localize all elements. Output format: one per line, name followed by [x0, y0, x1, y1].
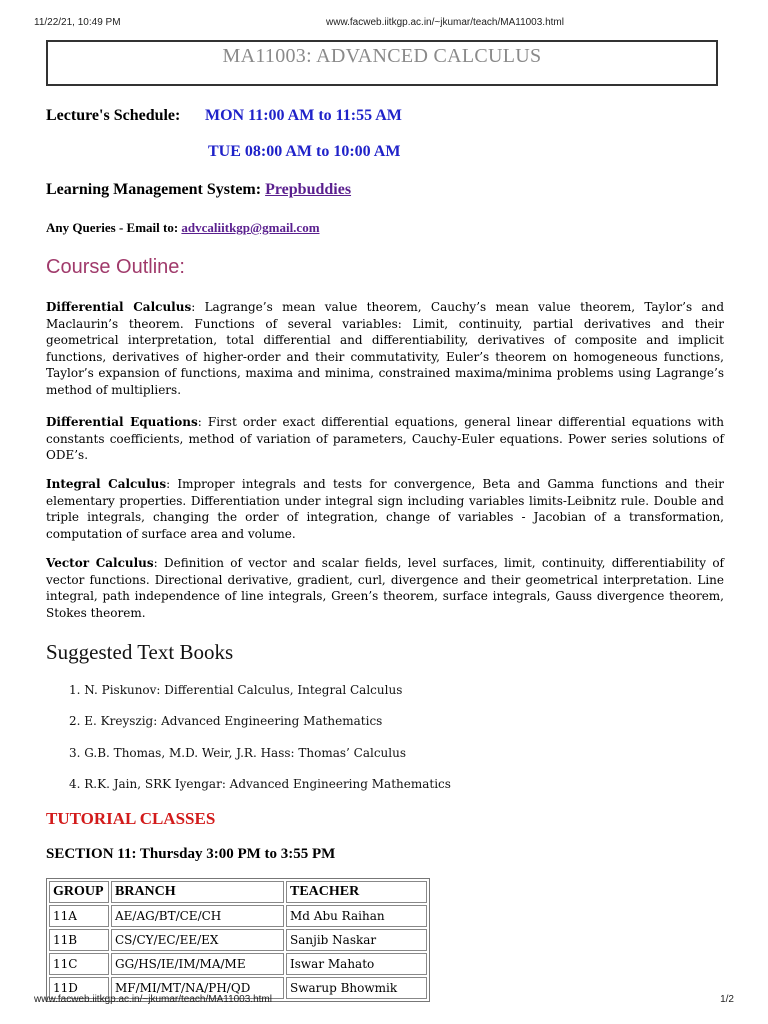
book-item: 3. G.B. Thomas, M.D. Weir, J.R. Hass: Thomas’ Calculus	[69, 746, 407, 760]
teacher-cell: Iswar Mahato	[286, 953, 427, 975]
print-datetime: 11/22/21, 10:49 PM	[34, 17, 121, 28]
section-text: : Improper integrals and tests for convergence, Beta and Gamma functions and their elementary properties. Differentiation under integral sign including variables limits-Leibnitz rule. Double and triple integrals, changing the order of integration, change of variables - Jacobian of a transformation, computation of surface area and volume.	[46, 477, 724, 541]
print-header-url: www.facweb.iitkgp.ac.in/~jkumar/teach/MA11003.html	[326, 17, 564, 28]
lms-link[interactable]: Prepbuddies	[265, 181, 352, 198]
queries-line	[46, 220, 320, 236]
book-item: 2. E. Kreyszig: Advanced Engineering Mathematics	[69, 714, 383, 728]
group-cell: 11D	[49, 977, 109, 999]
section-title: Differential Equations	[46, 415, 198, 429]
table-row	[49, 905, 427, 927]
section-title: Vector Calculus	[46, 556, 154, 570]
outline-section-differential-calculus	[46, 299, 724, 399]
table-header-row	[49, 881, 427, 903]
lms-label: Learning Management System:	[46, 181, 262, 198]
page-number: 1/2	[720, 994, 734, 1005]
column-header-teacher: TEACHER	[286, 881, 427, 903]
teacher-cell: Md Abu Raihan	[286, 905, 427, 927]
branch-cell: AE/AG/BT/CE/CH	[111, 905, 284, 927]
table-row	[49, 953, 427, 975]
lms-line	[46, 181, 351, 199]
text-books-heading: Suggested Text Books	[46, 640, 234, 664]
branch-cell: GG/HS/IE/IM/MA/ME	[111, 953, 284, 975]
outline-section-vector-calculus	[46, 555, 724, 621]
section-text: : Definition of vector and scalar fields, level surfaces, limit, continuity, differentiability of vector functions. Directional derivative, gradient, curl, divergence and their geometrical interpretation. Line integral, path independence of line integrals, Green’s theorem, surface integrals, Gauss divergence theorem, Stokes theorem.	[46, 556, 724, 620]
book-item: 4. R.K. Jain, SRK Iyengar: Advanced Engineering Mathematics	[69, 777, 451, 791]
column-header-group: GROUP	[49, 881, 109, 903]
email-link[interactable]: advcaliitkgp@gmail.com	[181, 220, 320, 235]
branch-cell: CS/CY/EC/EE/EX	[111, 929, 284, 951]
tutorial-heading: TUTORIAL CLASSES	[46, 809, 216, 828]
group-cell: 11C	[49, 953, 109, 975]
group-cell: 11B	[49, 929, 109, 951]
tutorial-table	[46, 878, 430, 1002]
outline-section-differential-equations	[46, 414, 724, 464]
branch-cell: MF/MI/MT/NA/PH/QD	[111, 977, 284, 999]
column-header-branch: BRANCH	[111, 881, 284, 903]
schedule-slot-1: MON 11:00 AM to 11:55 AM	[205, 107, 402, 124]
page-title: MA11003: ADVANCED CALCULUS	[222, 45, 542, 67]
title-box	[46, 40, 718, 86]
print-footer-url: www.facweb.iitkgp.ac.in/~jkumar/teach/MA11003.html	[34, 994, 272, 1005]
queries-label: Any Queries - Email to:	[46, 220, 179, 235]
schedule-label: Lecture's Schedule:	[46, 107, 181, 124]
section-title: Integral Calculus	[46, 477, 167, 491]
teacher-cell: Sanjib Naskar	[286, 929, 427, 951]
print-footer	[34, 994, 734, 1005]
tutorial-section: SECTION 11: Thursday 3:00 PM to 3:55 PM	[46, 846, 336, 862]
section-text: : Lagrange’s mean value theorem, Cauchy’s mean value theorem, Taylor’s and Maclaurin’s theorem. Functions of several variables: Limit, continuity, partial derivatives and their geometrical interpretation, total differential and differentiability, derivatives of composite and implicit functions, derivatives of higher-order and their commutativity, Euler’s theorem on homogeneous functions, Taylor’s expansion of functions, maxima and minima, constrained maxima/minima problems using Lagrange’s method of multipliers.	[46, 300, 724, 397]
course-outline-heading: Course Outline:	[46, 256, 185, 278]
table-row	[49, 929, 427, 951]
teacher-cell: Swarup Bhowmik	[286, 977, 427, 999]
book-item: 1. N. Piskunov: Differential Calculus, Integral Calculus	[69, 683, 403, 697]
outline-section-integral-calculus	[46, 476, 724, 542]
print-header	[34, 17, 734, 28]
group-cell: 11A	[49, 905, 109, 927]
section-text: : First order exact differential equations, general linear differential equations with constants coefficients, method of variation of parameters, Cauchy-Euler equations. Power series solutions of ODE’s.	[46, 415, 724, 463]
section-title: Differential Calculus	[46, 300, 192, 314]
schedule-slot-2: TUE 08:00 AM to 10:00 AM	[208, 143, 401, 160]
